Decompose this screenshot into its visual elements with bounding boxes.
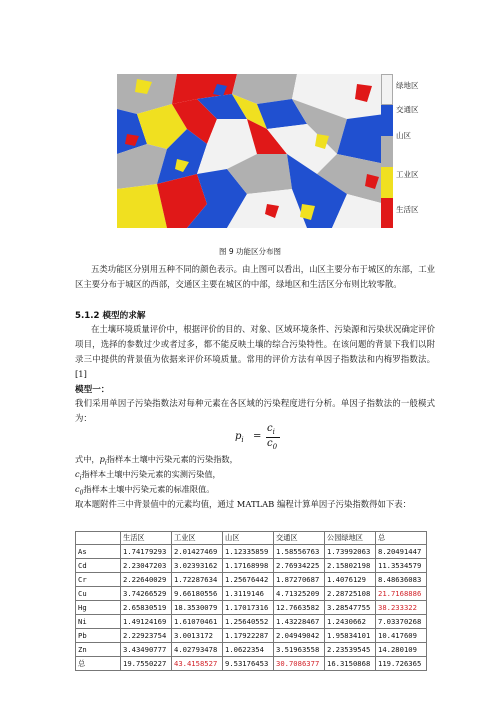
table-row-label: 总 — [76, 657, 121, 671]
table-cell: 2.22923754 — [121, 629, 172, 643]
table-row-label: Cu — [76, 587, 121, 601]
table-row — [76, 615, 427, 629]
table-row — [76, 643, 427, 657]
table-row — [76, 657, 427, 671]
legend-swatch-green — [381, 74, 393, 105]
table-cell: 1.12335859 — [223, 545, 274, 559]
table-cell: 1.25676442 — [223, 573, 274, 587]
table-cell: 19.7550227 — [121, 657, 172, 671]
table-cell: 1.0622354 — [223, 643, 274, 657]
legend-swatch-industrial — [381, 167, 393, 198]
table-cell: 21.7168886 — [376, 587, 427, 601]
table-cell: 1.74179293 — [121, 545, 172, 559]
table-row-label: Pb — [76, 629, 121, 643]
table-row — [76, 587, 427, 601]
functional-zone-map — [117, 74, 385, 228]
legend-colorbar — [381, 74, 393, 228]
table-cell: 12.7663582 — [274, 601, 325, 615]
table-cell: 18.3530079 — [172, 601, 223, 615]
table-cell: 8.20491447 — [376, 545, 427, 559]
table-cell: 1.25640552 — [223, 615, 274, 629]
table-cell: 4.02793478 — [172, 643, 223, 657]
table-cell: 2.28725108 — [325, 587, 376, 601]
table-cell: 2.76934225 — [274, 559, 325, 573]
table-cell: 2.04949042 — [274, 629, 325, 643]
table-cell: 1.43228467 — [274, 615, 325, 629]
table-cell: 1.87270687 — [274, 573, 325, 587]
formula-single-factor — [235, 423, 305, 453]
table-row — [76, 545, 427, 559]
legend-label-mountain: 山区 — [396, 131, 411, 140]
table-row — [76, 573, 427, 587]
formula-lhs: $p_i$ — [235, 431, 244, 444]
table-header-cell: 公园绿地区 — [325, 532, 376, 545]
table-cell: 2.65830519 — [121, 601, 172, 615]
table-cell: 8.48636083 — [376, 573, 427, 587]
table-row-label: Cr — [76, 573, 121, 587]
table-cell: 1.3119146 — [223, 587, 274, 601]
table-row — [76, 559, 427, 573]
figure-caption: 图 9 功能区分布图 — [218, 247, 282, 256]
formula-denominator: $c_0$ — [267, 438, 278, 451]
table-cell: 119.726365 — [376, 657, 427, 671]
table-cell: 1.4076129 — [325, 573, 376, 587]
table-row — [76, 629, 427, 643]
table-header-cell: 生活区 — [121, 532, 172, 545]
table-header-cell — [76, 532, 121, 545]
table-cell: 1.17017316 — [223, 601, 274, 615]
legend-label-green: 绿地区 — [396, 81, 419, 90]
table-cell: 2.23047203 — [121, 559, 172, 573]
table-cell: 1.73992063 — [325, 545, 376, 559]
definition-pi: 式中，$p_i$指样本土壤中污染元素的污染指数， — [75, 454, 238, 467]
table-header-cell: 山区 — [223, 532, 274, 545]
map-svg — [117, 74, 385, 228]
table-cell: 3.02393162 — [172, 559, 223, 573]
definition-ci: $c_i$指样本土壤中污染元素的实测污染值， — [75, 469, 221, 482]
table-cell: 3.43490777 — [121, 643, 172, 657]
table-cell: 4.71325209 — [274, 587, 325, 601]
paragraph-zone-description: 五类功能区分别用五种不同的颜色表示。由上图可以看出，山区主要分布于城区的东部，工业区主要分布于城区的西部，交通区主要在城区的中部，绿地区和生活区分布则比较零散。 — [75, 264, 435, 289]
legend-label-traffic: 交通区 — [396, 105, 419, 114]
table-row — [76, 601, 427, 615]
section-heading: 5.1.2 模型的求解 — [75, 311, 146, 321]
paragraph-method: 我们采用单因子污染指数法对每种元素在各区域的污染程度进行分析。单因子指数法的一般模式为： — [75, 398, 435, 423]
table-header-row — [76, 532, 427, 545]
table-row-label: Cd — [76, 559, 121, 573]
table-row-label: Zn — [76, 643, 121, 657]
legend-swatch-traffic — [381, 105, 393, 136]
table-cell: 7.03370268 — [376, 615, 427, 629]
legend-swatch-living — [381, 198, 393, 228]
table-cell: 1.17168998 — [223, 559, 274, 573]
table-cell: 16.3150868 — [325, 657, 376, 671]
table-row-label: As — [76, 545, 121, 559]
table-header-cell: 交通区 — [274, 532, 325, 545]
table-cell: 1.72287634 — [172, 573, 223, 587]
table-cell: 1.61070461 — [172, 615, 223, 629]
table-cell: 1.95834101 — [325, 629, 376, 643]
legend-label-industrial: 工业区 — [396, 170, 419, 179]
table-row-label: Hg — [76, 601, 121, 615]
table-header-cell: 总 — [376, 532, 427, 545]
formula-equals: = — [253, 431, 262, 442]
definition-c0: $c_0$指样本土壤中污染元素的标准限值。 — [75, 484, 215, 497]
table-cell: 14.280109 — [376, 643, 427, 657]
legend-swatch-mountain — [381, 136, 393, 167]
table-cell: 9.53176453 — [223, 657, 274, 671]
paragraph-table-intro: 取本题附件三中背景值中的元素均值，通过 MATLAB 编程计算单因子污染指数得如下表： — [75, 499, 411, 509]
table-cell: 3.0013172 — [172, 629, 223, 643]
model-one-heading: 模型一： — [75, 385, 110, 395]
table-cell: 43.4158527 — [172, 657, 223, 671]
table-cell: 11.3534579 — [376, 559, 427, 573]
pollution-index-table — [75, 531, 427, 671]
table-cell: 2.01427469 — [172, 545, 223, 559]
table-cell: 3.74266529 — [121, 587, 172, 601]
table-header-cell: 工业区 — [172, 532, 223, 545]
table-cell: 30.7086377 — [274, 657, 325, 671]
formula-numerator: $c_i$ — [267, 423, 275, 436]
table-cell: 2.23539545 — [325, 643, 376, 657]
table-cell: 2.15802198 — [325, 559, 376, 573]
table-cell: 1.58556763 — [274, 545, 325, 559]
table-cell: 1.49124169 — [121, 615, 172, 629]
table-cell: 1.17922287 — [223, 629, 274, 643]
table-cell: 1.2430662 — [325, 615, 376, 629]
table-cell: 2.22640029 — [121, 573, 172, 587]
table-cell: 3.28547755 — [325, 601, 376, 615]
table-cell: 10.417609 — [376, 629, 427, 643]
paragraph-evaluation: 在土壤环境质量评价中，根据评价的目的、对象、区域环境条件、污染源和污染状况确定评价项目，选择的参数过少或者过多，都不能反映土壤的综合污染特性。在该问题的背景下我们以附录三中提供的背景值为依据来评价环境质量。常用的评价方法有单因子指数法和内梅罗指数法。[1] — [75, 324, 435, 379]
legend-label-living: 生活区 — [396, 205, 419, 214]
table-cell: 9.66180556 — [172, 587, 223, 601]
table-cell: 38.233322 — [376, 601, 427, 615]
table-cell: 3.51963558 — [274, 643, 325, 657]
table-row-label: Ni — [76, 615, 121, 629]
